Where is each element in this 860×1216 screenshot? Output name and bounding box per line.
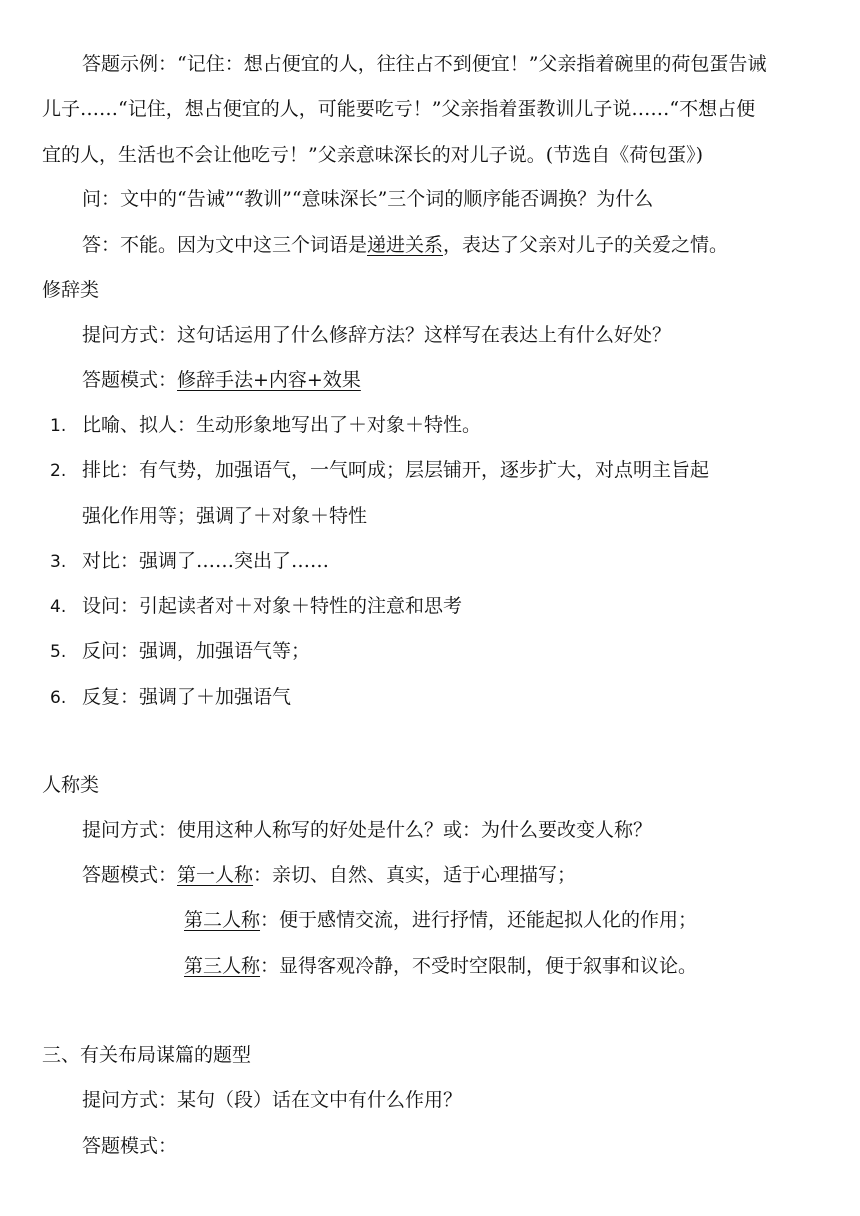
person-third-label: 第三人称: [184, 955, 261, 977]
example-answer-pre: 答：不能。因为文中这三个词语是: [82, 234, 368, 256]
example-question: 问：文中的“告诫”“教训”“意味深长”三个词的顺序能否调换？为什么: [82, 188, 654, 210]
example-answer-underlined: 递进关系: [367, 234, 444, 256]
person-mode-label: 答题模式：: [82, 864, 178, 886]
rhetoric-mode-label: 答题模式：: [82, 369, 178, 391]
example-answer-post: ，表达了父亲对儿子的关爱之情。: [443, 234, 729, 256]
example-answer: [82, 232, 830, 258]
person-mode-second: [184, 907, 830, 933]
example-line-3: 宜的人，生活也不会让他吃亏！”父亲意味深长的对儿子说。(节选自《荷包蛋》): [42, 144, 704, 166]
rhetoric-item-number: 2.: [50, 461, 67, 481]
rhetoric-item-number: 4.: [50, 597, 67, 617]
rhetoric-mode-value: 修辞手法+内容+效果: [177, 369, 361, 391]
person-first-text: ：亲切、自然、真实，适于心理描写；: [253, 864, 577, 886]
rhetoric-item: 设问：引起读者对＋对象＋特性的注意和思考: [82, 595, 463, 617]
rhetoric-item-continuation: 强化作用等；强调了＋对象＋特性: [82, 505, 368, 527]
rhetoric-item-number: 3.: [50, 552, 67, 572]
person-mode-third: [184, 953, 830, 979]
rhetoric-ask: 提问方式：这句话运用了什么修辞方法？这样写在表达上有什么好处？: [82, 324, 672, 346]
rhetoric-item: 排比：有气势，加强语气，一气呵成；层层铺开，逐步扩大，对点明主旨起: [82, 459, 710, 481]
person-second-label: 第二人称: [184, 909, 261, 931]
rhetoric-item-number: 6.: [50, 688, 67, 708]
rhetoric-item-number: 1.: [50, 416, 67, 436]
rhetoric-item: 对比：强调了……突出了……: [82, 550, 330, 572]
layout-section-ask: 提问方式：某句（段）话在文中有什么作用？: [82, 1089, 463, 1111]
example-line-1: 答题示例：“记住：想占便宜的人，往往占不到便宜！”父亲指着碗里的荷包蛋告诫: [82, 53, 767, 75]
person-ask: 提问方式：使用这种人称写的好处是什么？或：为什么要改变人称？: [82, 819, 653, 841]
person-heading: 人称类: [42, 774, 100, 796]
person-second-text: ：便于感情交流，进行抒情，还能起拟人化的作用；: [260, 909, 698, 931]
layout-section-mode: 答题模式：: [82, 1135, 178, 1157]
rhetoric-heading: 修辞类: [42, 279, 100, 301]
rhetoric-item: 反复：强调了＋加强语气: [82, 686, 292, 708]
example-line-2: 儿子……“记住，想占便宜的人，可能要吃亏！”父亲指着蛋教训儿子说……“不想占便: [42, 98, 756, 120]
rhetoric-item-number: 5.: [50, 642, 67, 662]
person-first-label: 第一人称: [177, 864, 254, 886]
rhetoric-item: 反问：强调，加强语气等；: [82, 640, 311, 662]
rhetoric-item: 比喻、拟人：生动形象地写出了＋对象＋特性。: [82, 414, 482, 436]
person-mode-first: [82, 862, 830, 888]
layout-section-heading: 三、有关布局谋篇的题型: [42, 1044, 252, 1066]
person-third-text: ：显得客观冷静，不受时空限制，便于叙事和议论。: [260, 955, 698, 977]
rhetoric-mode: [82, 367, 830, 393]
